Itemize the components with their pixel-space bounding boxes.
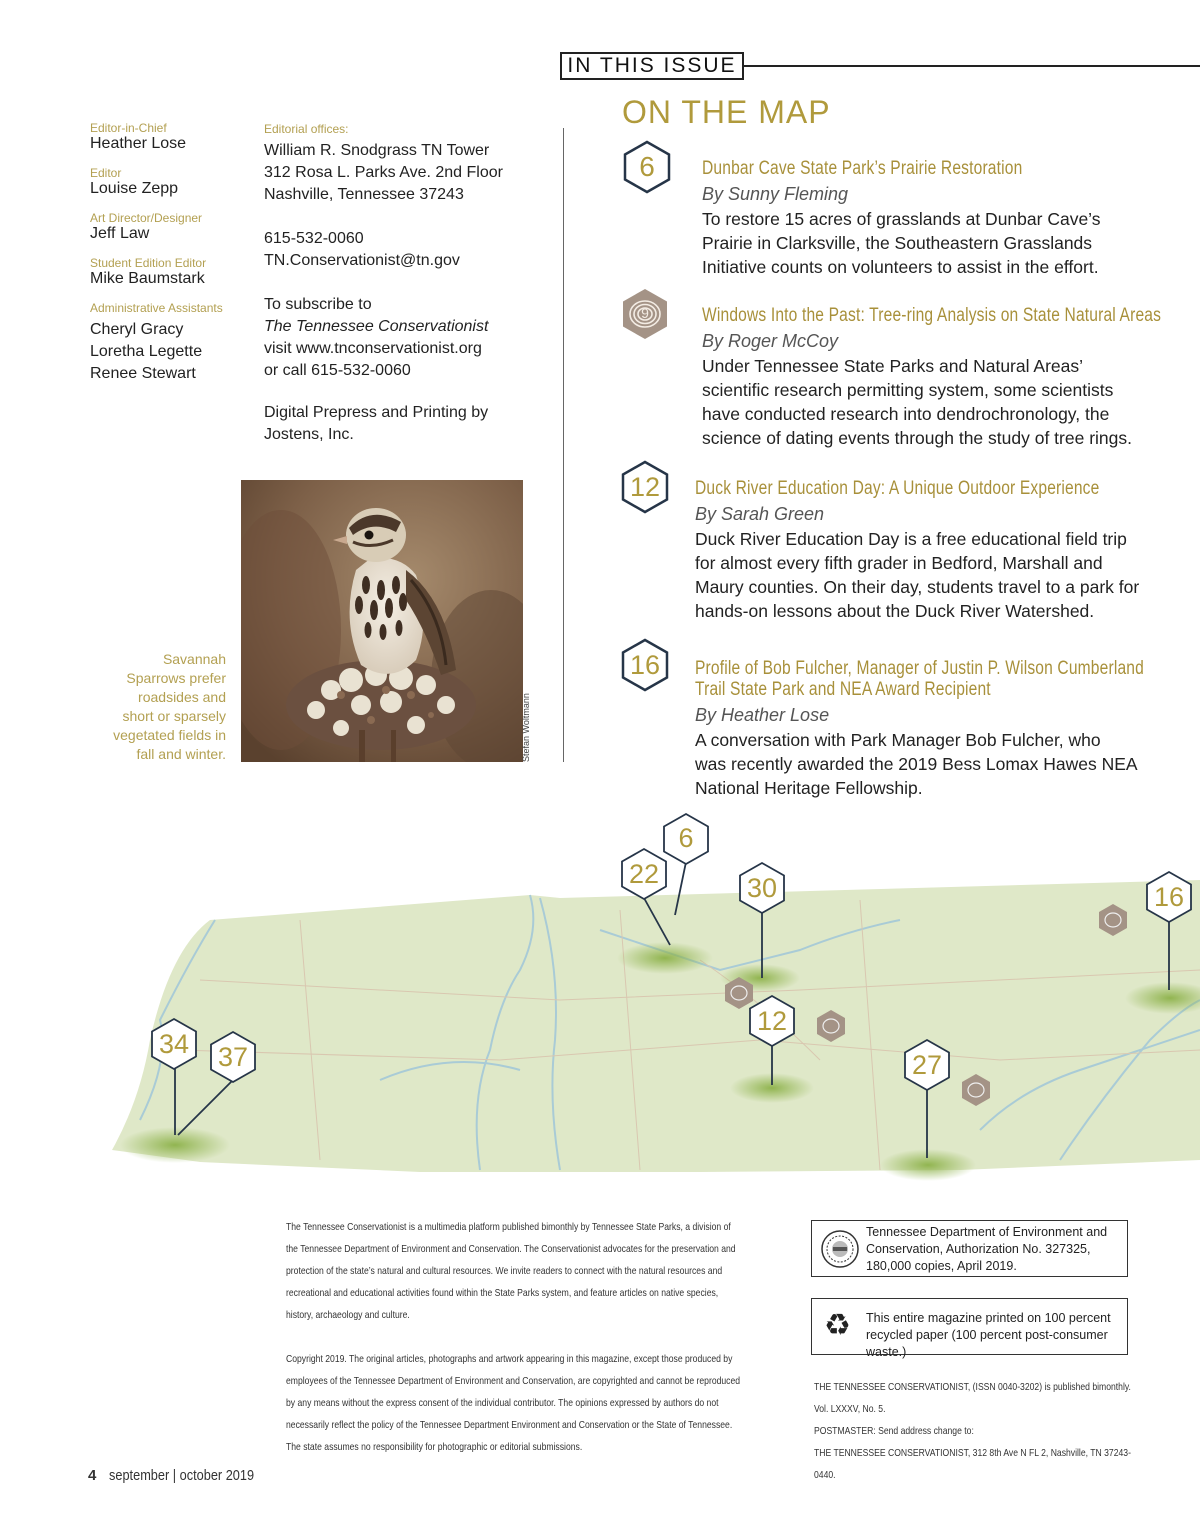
- article-summary: [702, 354, 1132, 450]
- tdec-text: [866, 1224, 1107, 1275]
- marker-label: 16: [1153, 882, 1185, 912]
- page-footer: [88, 1467, 279, 1484]
- article-author: By Heather Lose: [695, 705, 830, 725]
- summary-line: for almost every fifth grader in Bedford, Marshall and: [695, 553, 1103, 573]
- summary-line: Prairie in Clarksville, the Southeastern Grasslands: [702, 233, 1093, 253]
- magazine-name: The Tennessee Conservationist: [264, 318, 489, 335]
- staff-name: Cheryl Gracy: [90, 321, 184, 338]
- editorial-offices: [264, 122, 503, 446]
- summary-line: Under Tennessee State Parks and Natural Areas’: [702, 356, 1084, 376]
- tdec-line: Tennessee Department of Environment and: [866, 1225, 1108, 1239]
- issue-date: september | october 2019: [108, 1467, 254, 1484]
- email: TN.Conservationist@tn.gov: [264, 252, 460, 269]
- postal-line: POSTMASTER: Send address change to:: [814, 1425, 974, 1437]
- tree-ring-hexagon-icon: [620, 287, 670, 341]
- article-author: By Sunny Fleming: [702, 184, 849, 204]
- printing-line: Digital Prepress and Printing by: [264, 404, 489, 421]
- summary-line: science of dating events through the study of tree rings.: [702, 428, 1132, 448]
- column-divider: [563, 128, 564, 762]
- summary-line: hands-on lessons about the Duck River Watershed.: [695, 601, 1095, 621]
- about-line: the Tennessee Department of Environment and Conservation. The Conservationist advocates for the preservation and: [286, 1243, 736, 1255]
- photo-credit: Stefan Woltmann: [521, 693, 531, 762]
- sparrow-photo: [241, 480, 523, 762]
- issue-label: IN THIS ISSUE: [560, 52, 744, 80]
- summary-line: Maury counties. On their day, students travel to a park for: [695, 577, 1140, 597]
- page-number: 16: [629, 650, 661, 680]
- summary-line: scientific research permitting system, some scientists: [702, 380, 1114, 400]
- photo-caption: [96, 650, 226, 764]
- staff-name: Louise Zepp: [90, 180, 179, 197]
- copyright-line: by any means without the express consent of the individual contributor. The opinions expressed by authors do not: [286, 1397, 719, 1409]
- page-hexagon-icon: [620, 460, 670, 514]
- recycle-icon: ♻: [824, 1309, 851, 1342]
- caption-line: vegetated fields in: [113, 727, 226, 743]
- caption-line: Sparrows prefer: [126, 670, 226, 686]
- article-title[interactable]: Trail State Park and NEA Award Recipient: [695, 679, 991, 700]
- page-number: 9: [641, 305, 649, 321]
- tdec-line: 180,000 copies, April 2019.: [866, 1259, 1017, 1273]
- postal-line: THE TENNESSEE CONSERVATIONIST, (ISSN 0040-3202) is published bimonthly.: [814, 1381, 1131, 1393]
- phone: 615-532-0060: [264, 230, 364, 247]
- summary-line: have conducted research into dendrochronology, the: [702, 404, 1110, 424]
- subscribe-line: To subscribe to: [264, 296, 372, 313]
- about-line: history, archaeology and culture.: [286, 1309, 410, 1321]
- marker-label: 12: [756, 1006, 788, 1036]
- offices-label: Editorial offices:: [264, 122, 349, 136]
- printing-line: Jostens, Inc.: [264, 426, 354, 443]
- article-title[interactable]: Dunbar Cave State Park’s Prairie Restoration: [702, 158, 1023, 179]
- address-line: Nashville, Tennessee 37243: [264, 186, 464, 203]
- site-glow: [617, 942, 713, 974]
- subscribe-line: visit www.tnconservationist.org: [264, 340, 482, 357]
- section-title: ON THE MAP: [622, 94, 831, 130]
- summary-line: Initiative counts on volunteers to assist in the effort.: [702, 257, 1099, 277]
- caption-line: roadsides and: [138, 689, 226, 705]
- marker-label: 22: [628, 859, 660, 889]
- about-line: protection of the state’s natural and cultural resources. We invite readers to connect with the natural resources and: [286, 1265, 723, 1277]
- page-number: 12: [629, 472, 661, 502]
- staff-name: Heather Lose: [90, 135, 187, 152]
- copyright-line: employees of the Tennessee Department of Environment and Conservation, are copyrighted and cannot be reproduced: [286, 1375, 741, 1387]
- page-number: 6: [639, 151, 655, 182]
- about-line: The Tennessee Conservationist is a multimedia platform published bimonthly by Tennessee State Parks, a division of: [286, 1221, 731, 1233]
- article-summary: [695, 527, 1139, 623]
- role-label: Editor: [90, 166, 122, 180]
- caption-line: fall and winter.: [136, 746, 226, 762]
- article-title[interactable]: Profile of Bob Fulcher, Manager of Justin P. Wilson Cumberland: [695, 658, 1144, 679]
- article-title[interactable]: Duck River Education Day: A Unique Outdoor Experience: [695, 478, 1100, 499]
- address-line: William R. Snodgrass TN Tower: [264, 142, 490, 159]
- marker-label: 30: [746, 873, 778, 903]
- masthead: [90, 121, 223, 385]
- role-label: Editor-in-Chief: [90, 121, 167, 135]
- summary-line: To restore 15 acres of grasslands at Dunbar Cave’s: [702, 209, 1101, 229]
- summary-line: Duck River Education Day is a free educational field trip: [695, 529, 1127, 549]
- role-label: Administrative Assistants: [90, 301, 223, 315]
- page-hexagon-icon: [622, 140, 672, 194]
- article-title[interactable]: Windows Into the Past: Tree-ring Analysis on State Natural Areas: [702, 305, 1162, 326]
- state-outline: [112, 880, 1200, 1172]
- tennessee-map: [0, 800, 1200, 1200]
- caption-line: Savannah: [162, 651, 226, 667]
- tdec-line: Conservation, Authorization No. 327325,: [866, 1242, 1091, 1256]
- marker-label: 6: [678, 823, 694, 853]
- summary-line: A conversation with Park Manager Bob Fulcher, who: [695, 730, 1101, 750]
- copyright-line: necessarily reflect the policy of the Tennessee Department Environment and Conservation or the State of Tennessee.: [286, 1419, 733, 1431]
- staff-name: Renee Stewart: [90, 365, 196, 382]
- subscribe-line: or call 615-532-0060: [264, 362, 411, 379]
- article-summary: [695, 728, 1138, 800]
- postal-line: Vol. LXXXV, No. 5.: [814, 1403, 886, 1415]
- article-author: By Roger McCoy: [702, 331, 839, 351]
- map-marker[interactable]: [622, 849, 666, 899]
- summary-line: was recently awarded the 2019 Bess Lomax Hawes NEA: [695, 754, 1138, 774]
- staff-name: Mike Baumstark: [90, 270, 205, 287]
- caption-line: short or sparsely: [122, 708, 226, 724]
- about-text: [286, 1216, 762, 1326]
- recycle-line: This entire magazine printed on 100 percent: [866, 1311, 1111, 1325]
- marker-label: 37: [217, 1042, 249, 1072]
- copyright-text: [286, 1348, 762, 1458]
- summary-line: National Heritage Fellowship.: [695, 778, 923, 798]
- map-marker[interactable]: [664, 814, 708, 864]
- recycled-paper-box: [811, 1298, 1128, 1359]
- marker-label: 34: [158, 1029, 190, 1059]
- tdec-authorization-box: [811, 1220, 1128, 1277]
- page-number: 4: [88, 1467, 97, 1484]
- about-line: recreational and educational activities found within the State Parks system, and feature articles on native species,: [286, 1287, 719, 1299]
- recycle-text: [866, 1310, 1127, 1361]
- page-hexagon-icon: [620, 638, 670, 692]
- marker-label: 27: [911, 1050, 943, 1080]
- staff-name: Loretha Legette: [90, 343, 203, 360]
- role-label: Art Director/Designer: [90, 211, 203, 225]
- site-glow: [880, 1149, 976, 1181]
- role-label: Student Edition Editor: [90, 256, 207, 270]
- postal-info: [814, 1376, 1142, 1486]
- staff-name: Jeff Law: [90, 225, 150, 242]
- copyright-line: Copyright 2019. The original articles, photographs and artwork appearing in this magazine, except those produced by: [286, 1353, 733, 1365]
- article-author: By Sarah Green: [695, 504, 825, 524]
- header-rule: [744, 65, 1200, 67]
- recycle-line: recycled paper (100 percent post-consumer waste.): [866, 1328, 1108, 1359]
- copyright-line: The state assumes no responsibility for photographic or editorial submissions.: [286, 1441, 583, 1453]
- postal-line: THE TENNESSEE CONSERVATIONIST, 312 8th Ave N FL 2, Nashville, TN 37243-0440.: [814, 1447, 1131, 1481]
- state-seal-icon: [820, 1229, 860, 1269]
- address-line: 312 Rosa L. Parks Ave. 2nd Floor: [264, 164, 503, 181]
- article-summary: [702, 207, 1101, 279]
